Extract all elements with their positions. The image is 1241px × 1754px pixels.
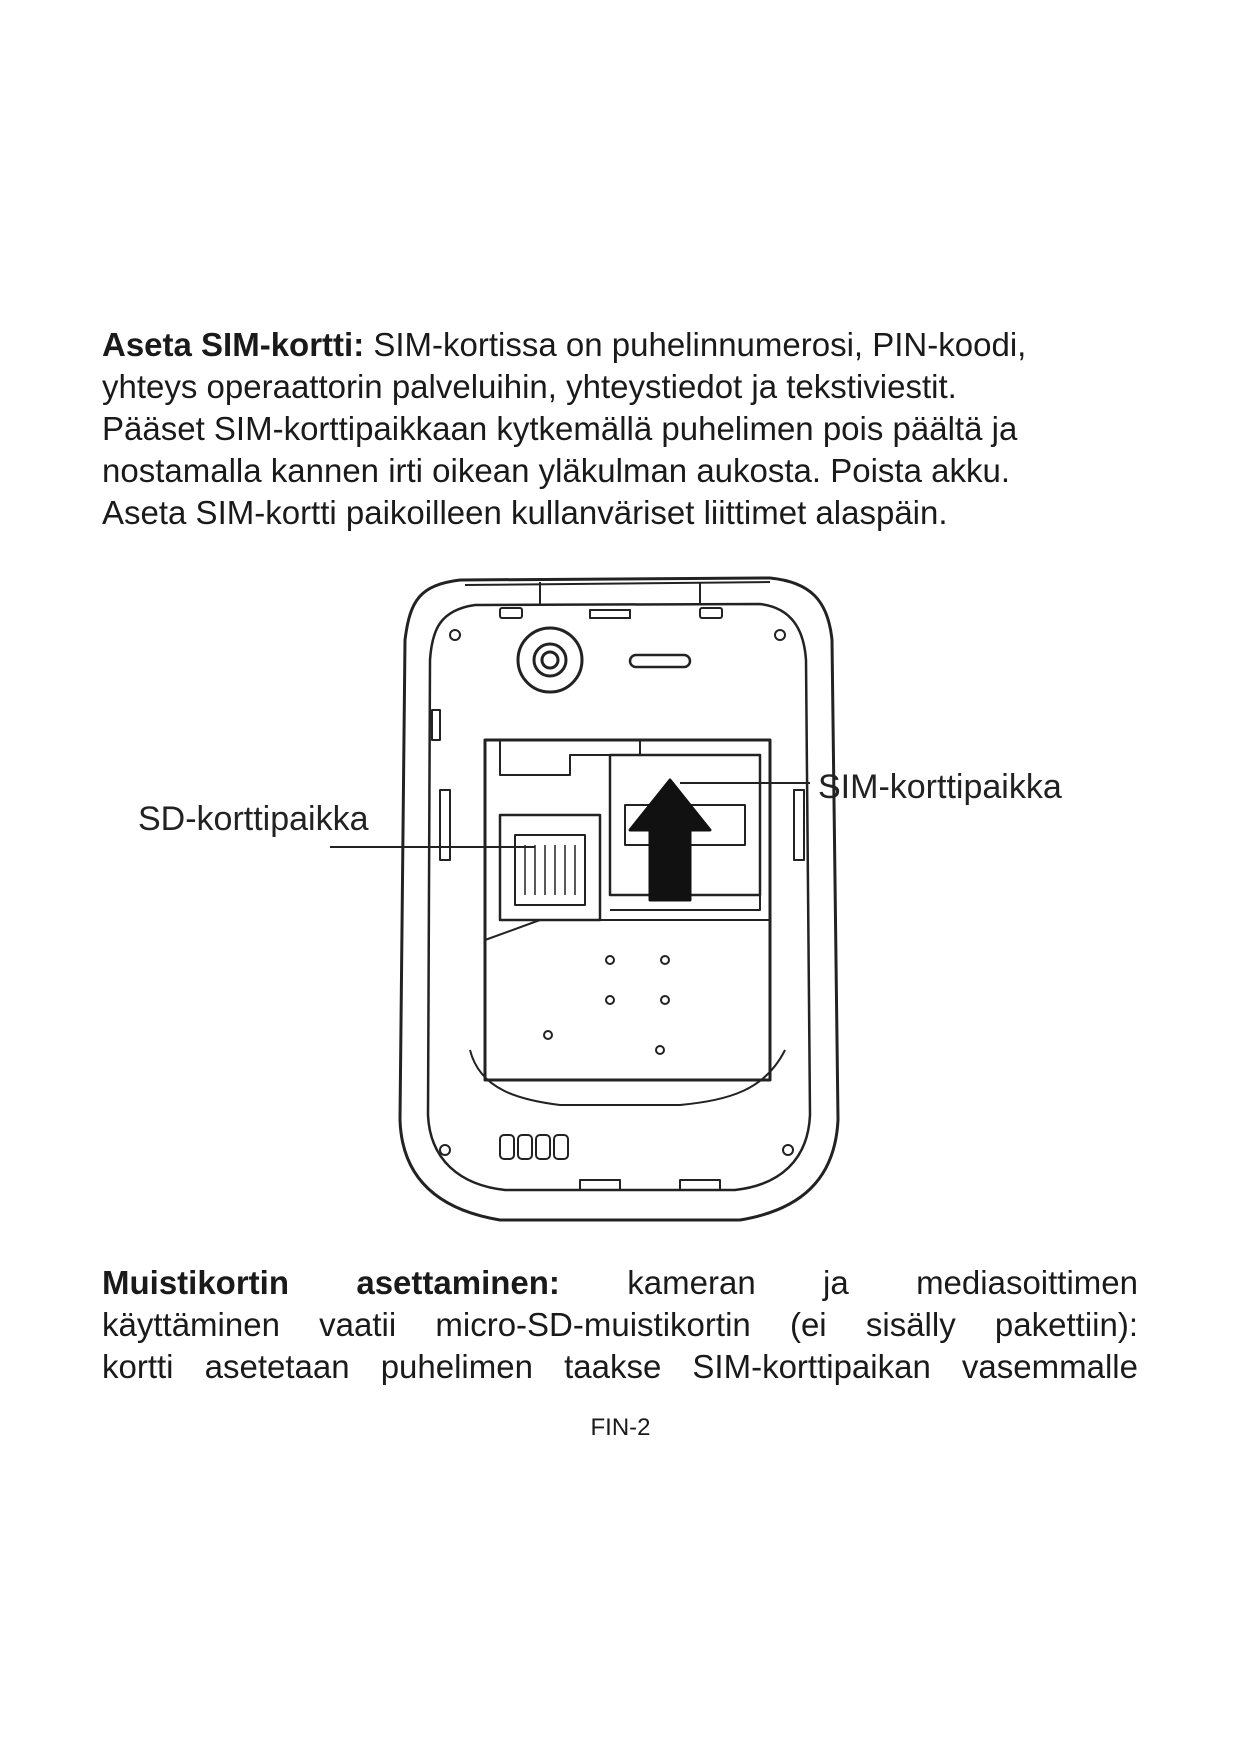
paragraph-line: nostamalla kannen irti oikean yläkulman aukosta. Poista akku. xyxy=(102,452,1010,489)
sim-card-heading: Aseta SIM-kortti: xyxy=(102,326,365,363)
paragraph-line: käyttäminen vaatii micro-SD-muistikortin (ei sisälly pakettiin): xyxy=(102,1306,1138,1343)
insert-direction-arrow xyxy=(630,780,710,900)
memory-card-heading: Muistikortin asettaminen: xyxy=(102,1264,560,1301)
paragraph-line: Muistikortin asettaminen: kameran ja mediasoittimen xyxy=(102,1264,1138,1301)
paragraph-line: Aseta SIM-kortti: SIM-kortissa on puhelinnumerosi, PIN-koodi, xyxy=(102,326,1027,363)
speaker-slot xyxy=(630,655,690,667)
memory-card-paragraph xyxy=(102,1262,1138,1388)
paragraph-line: Aseta SIM-kortti paikoilleen kullanväriset liittimet alaspäin. xyxy=(102,494,948,531)
camera-lens xyxy=(518,628,582,692)
page-number: FIN-2 xyxy=(590,1414,651,1441)
phone-back-diagram xyxy=(120,560,1120,1240)
sim-card-paragraph xyxy=(102,324,1138,534)
paragraph-line: yhteys operaattorin palveluihin, yhteystiedot ja tekstiviestit. xyxy=(102,368,957,405)
phone-outer-shell xyxy=(400,578,838,1220)
sd-slot-label: SD-korttipaikka xyxy=(138,800,369,838)
paragraph-line: Pääset SIM-korttipaikkaan kytkemällä puhelimen pois päältä ja xyxy=(102,410,1018,447)
paragraph-line: kortti asetetaan puhelimen taakse SIM-korttipaikan vasemmalle xyxy=(102,1348,1138,1385)
sim-slot-label: SIM-korttipaikka xyxy=(818,768,1062,806)
